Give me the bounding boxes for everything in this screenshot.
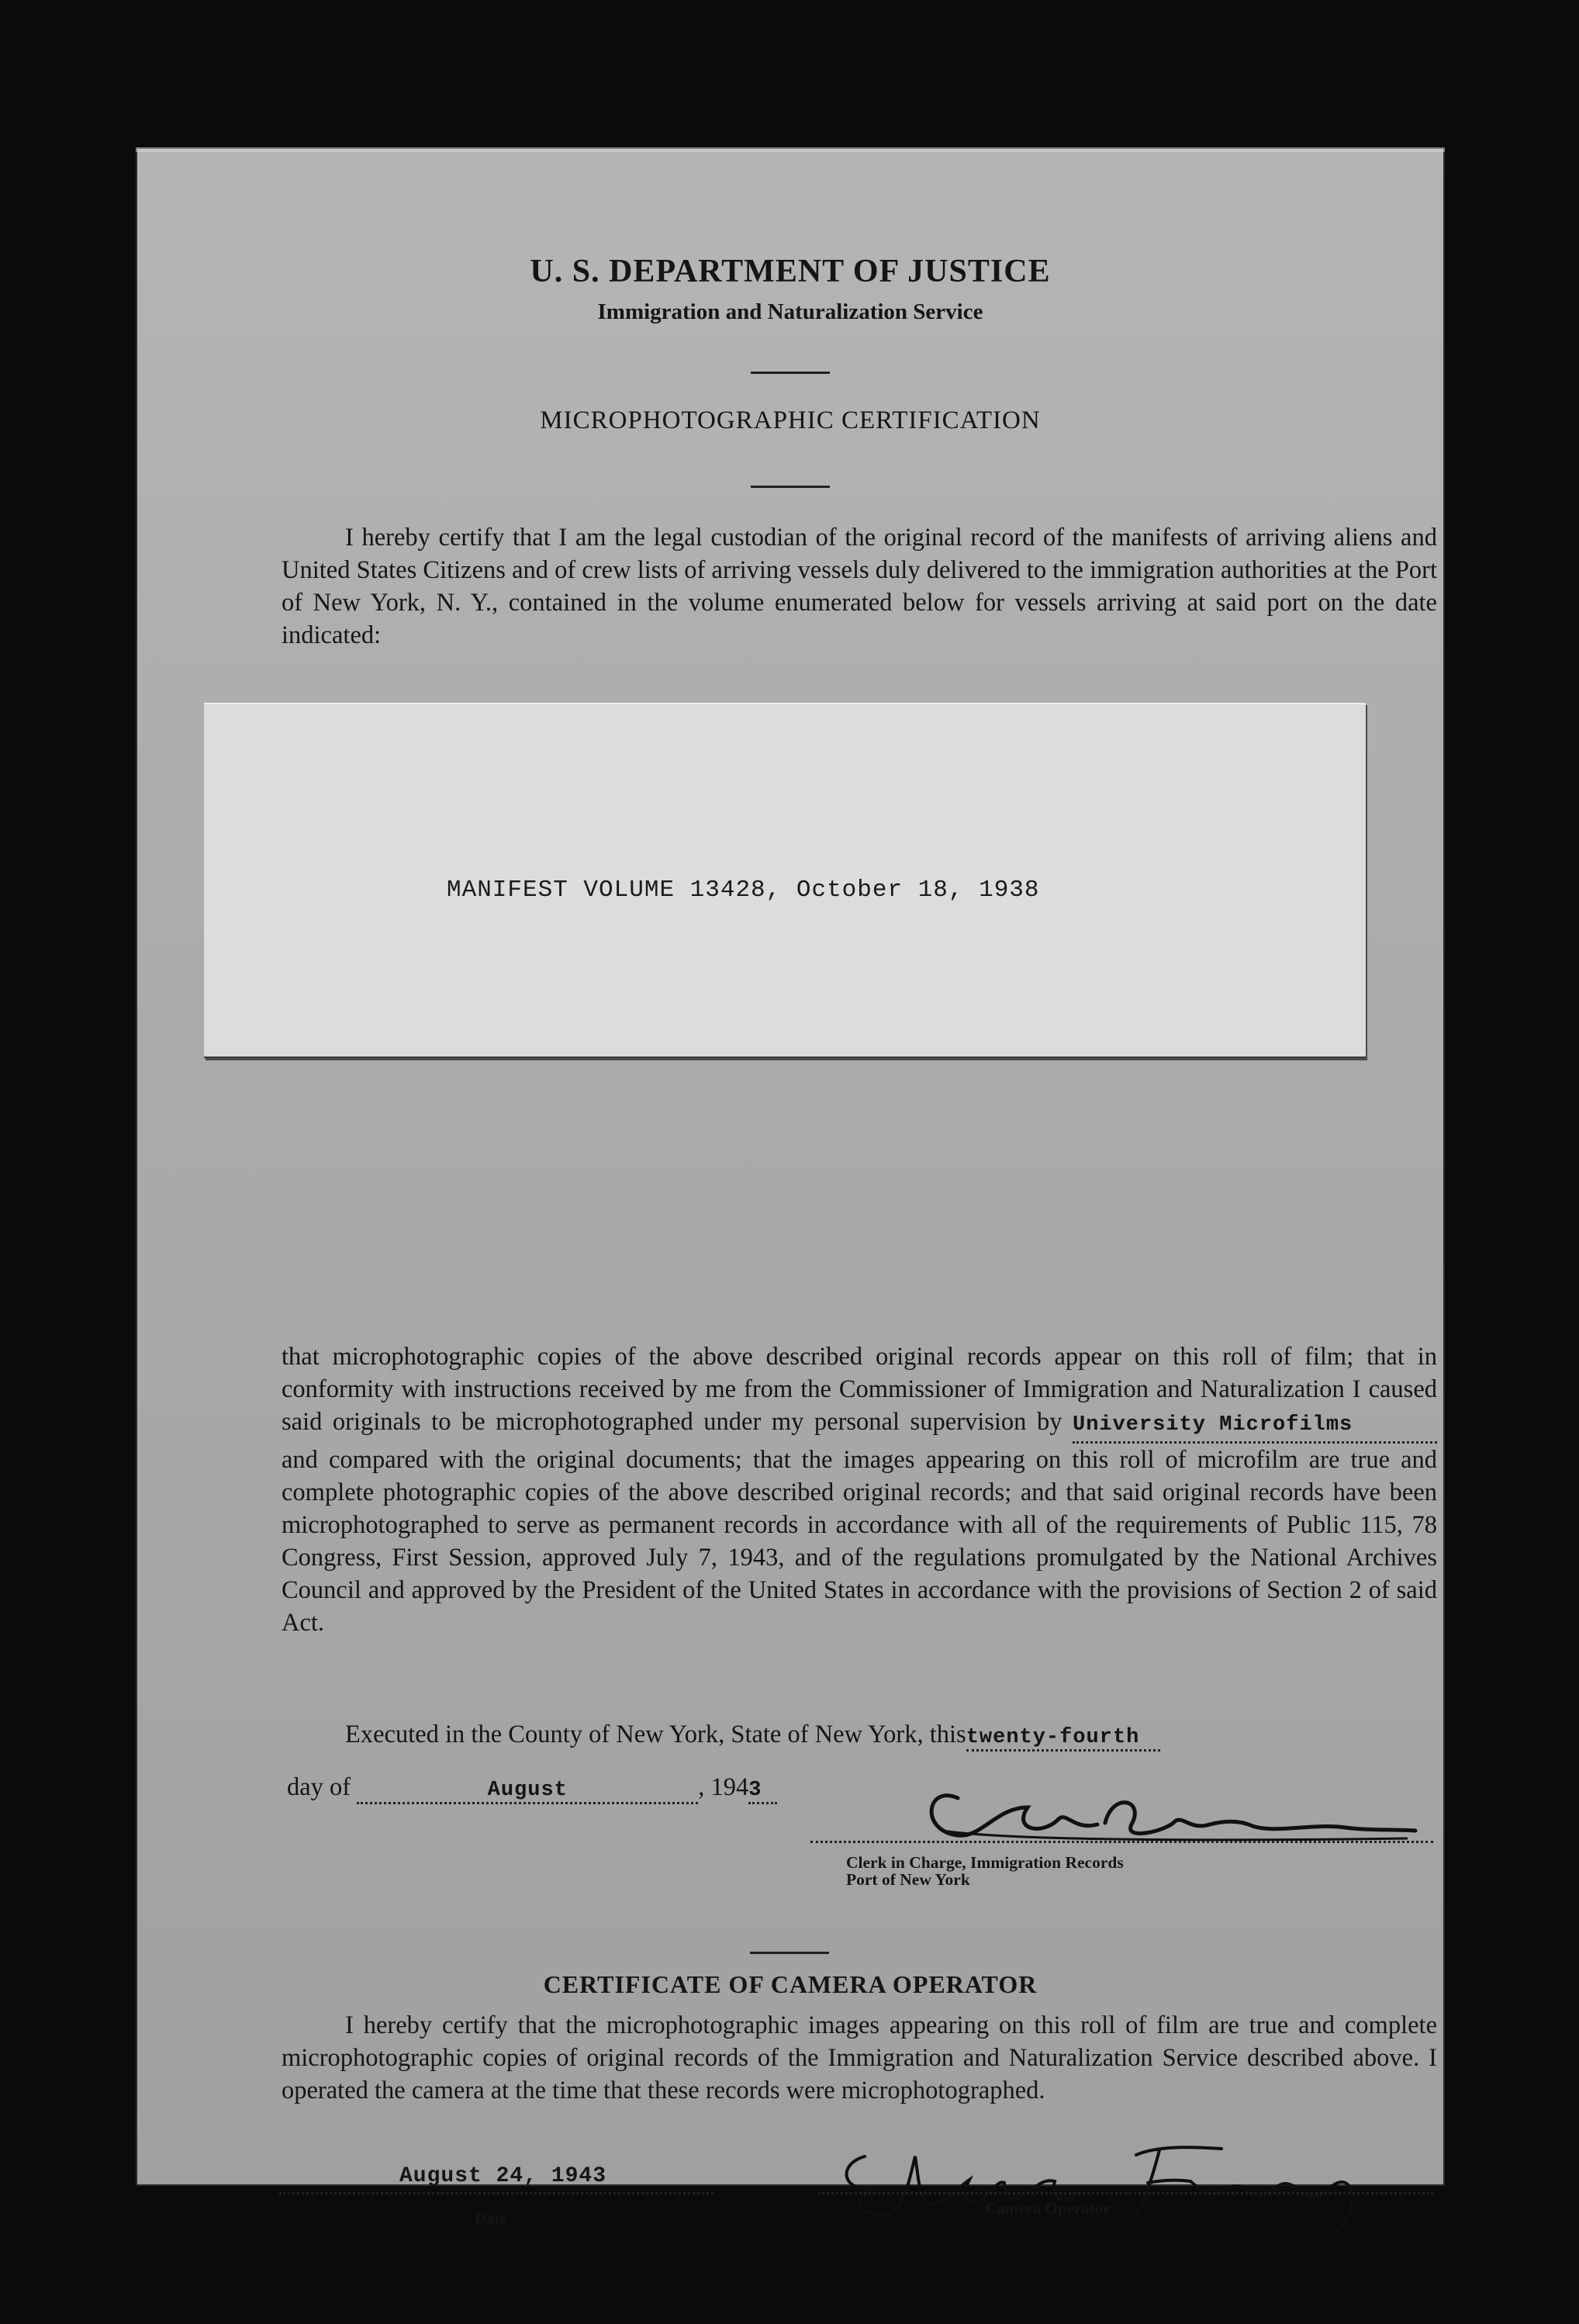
year-digit: 3 [748,1779,777,1804]
clerk-signature [911,1776,1423,1846]
clerk-caption-port: Port of New York [846,1870,970,1889]
date-caption: Date [475,2209,507,2228]
month-field [357,1773,698,1804]
body-text-part2: and compared with the original documents; that the images appearing on this roll of microfilm are true and complete photographic copies of the above described original records; and that said original records have been microphotographed to serve as permanent records in accordance with all of the requirements of Public 115, 78 Congress, First Session, approved July 7, 1943, and of the regulations promulgated by the National Archives Council and approved by the President of the United States in accordance with the provisions of Section 2 of said Act. [282,1446,1437,1637]
camera-operator-paragraph: I hereby certify that the microphotographic images appearing on this roll of film are true and complete microphotographic copies of original records of the Immigration and Naturalization Service described above. I operated the camera at the time that these records were microphotographed. [282,2011,1437,2104]
day-value: twenty-fourth [966,1726,1140,1749]
divider-rule [751,486,830,488]
execution-prefix: Executed in the County of New York, State of New York, this [345,1721,966,1748]
operator-date-line [279,2192,713,2194]
intro-paragraph: I hereby certify that I am the legal custodian of the original record of the manifests of arriving aliens and United States Citizens and of crew lists of arriving vessels duly delivered to the immigration authorities at the Port of New York, N. Y., contained in the volume enumerated below for vessels arriving at said port on the date indicated: [282,524,1437,649]
body-text-part1: that microphotographic copies of the above described original records appear on this roll of film; that in conformity with instructions received by me from the Commissioner of Immigration and Naturalization I caused said originals to be microphotographed under my personal supervision by [282,1343,1437,1436]
execution-line [345,1721,1160,1752]
service-subheading: Immigration and Naturalization Service [597,299,983,324]
clerk-signature-line [810,1841,1433,1843]
microfilmer-field [1073,1406,1437,1444]
divider-rule [750,1952,829,1954]
camera-operator-heading: CERTIFICATE OF CAMERA OPERATOR [543,1970,1038,1998]
day-field [966,1721,1160,1752]
date-of-execution-line [287,1773,777,1804]
manifest-volume-text: MANIFEST VOLUME 13428, October 18, 1938 [447,877,1040,904]
day-of-label: day of [287,1773,351,1801]
microfilmer-value: University Microfilms [1073,1413,1353,1437]
department-heading: U. S. DEPARTMENT OF JUSTICE [530,254,1051,289]
certification-title: MICROPHOTOGRAPHIC CERTIFICATION [540,406,1041,434]
operator-date-value: August 24, 1943 [399,2164,607,2188]
month-value: August [487,1779,568,1802]
clerk-caption-title: Clerk in Charge, Immigration Records [846,1853,1124,1872]
certificate-page [136,147,1445,2228]
body-paragraph [282,1340,1437,1639]
year-prefix: , 194 [698,1773,749,1801]
camera-operator-caption: Camera Operator [985,2199,1111,2218]
clerk-caption [846,1854,1124,1888]
manifest-volume-slip [204,703,1366,1058]
page-edge [136,147,1445,152]
camera-operator-signature-line [818,2192,1433,2194]
divider-rule [751,372,830,374]
camera-operator-signature [834,2133,1423,2234]
